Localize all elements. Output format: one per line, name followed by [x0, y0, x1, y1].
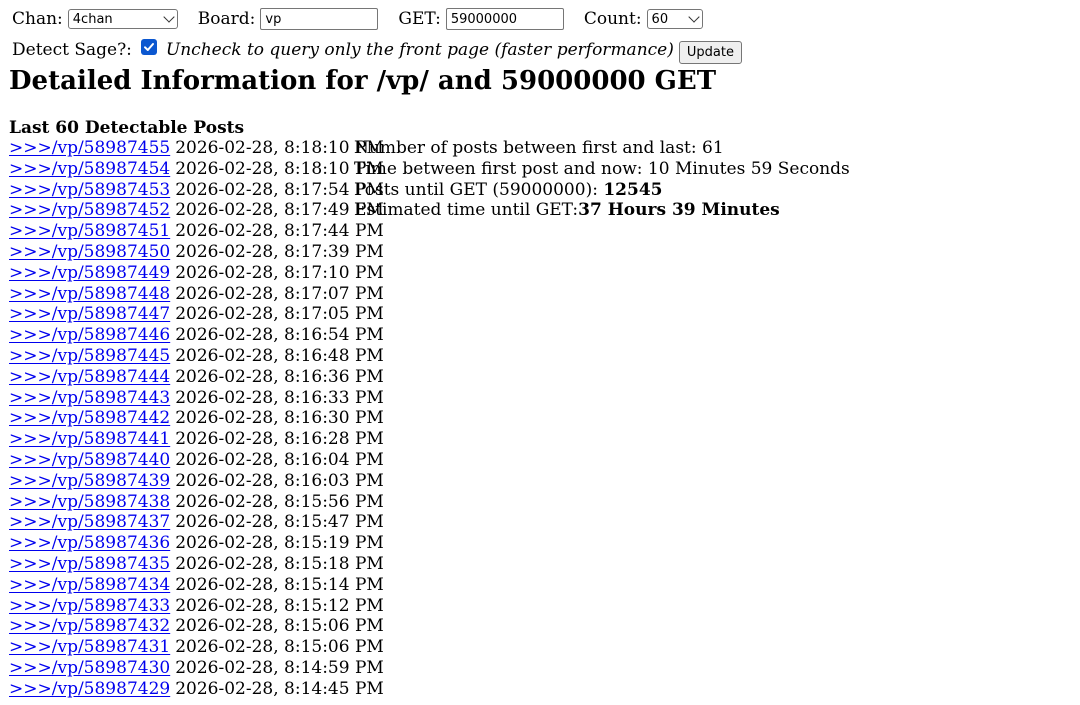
post-timestamp: 2026-02-28, 8:15:06 PM: [175, 616, 384, 637]
post-timestamp: 2026-02-28, 8:17:39 PM: [175, 241, 384, 262]
post-row: [9, 429, 384, 450]
chevron-down-icon: [688, 11, 699, 22]
post-timestamp: 2026-02-28, 8:15:18 PM: [175, 553, 384, 574]
posts-list-heading: Last 60 Detectable Posts: [9, 118, 245, 138]
stats-panel: [354, 138, 850, 221]
detect-sage-hint: Uncheck to query only the front page (faster performance): [165, 40, 674, 60]
post-row: [9, 408, 384, 429]
post-row: [9, 679, 384, 700]
post-row: [9, 512, 384, 533]
post-timestamp: 2026-02-28, 8:15:14 PM: [175, 574, 384, 595]
post-timestamp: 2026-02-28, 8:16:30 PM: [175, 408, 384, 429]
post-timestamp: 2026-02-28, 8:18:10 PM: [175, 138, 384, 158]
board-label: Board:: [197, 9, 256, 29]
post-row: [9, 388, 384, 409]
post-row: [9, 263, 384, 284]
post-link[interactable]: >>>/vp/58987437: [9, 512, 171, 533]
stat-time-since: [354, 159, 850, 180]
query-form-row-1: [12, 7, 703, 31]
post-timestamp: 2026-02-28, 8:17:49 PM: [175, 200, 384, 221]
post-link[interactable]: >>>/vp/58987445: [9, 345, 171, 366]
post-row: [9, 138, 384, 159]
page-title: Detailed Information for /vp/ and 59000000 GET: [9, 66, 717, 96]
post-link[interactable]: >>>/vp/58987429: [9, 678, 171, 699]
post-row: [9, 346, 384, 367]
post-link[interactable]: >>>/vp/58987455: [9, 138, 171, 158]
post-link[interactable]: >>>/vp/58987434: [9, 574, 171, 595]
stat-time-since-label: Time between first post and now:: [354, 158, 643, 179]
post-timestamp: 2026-02-28, 8:17:44 PM: [175, 221, 384, 242]
post-timestamp: 2026-02-28, 8:17:54 PM: [175, 179, 384, 200]
post-timestamp: 2026-02-28, 8:14:59 PM: [175, 657, 384, 678]
post-link[interactable]: >>>/vp/58987435: [9, 553, 171, 574]
post-row: [9, 284, 384, 305]
post-link[interactable]: >>>/vp/58987433: [9, 595, 171, 616]
post-timestamp: 2026-02-28, 8:16:54 PM: [175, 325, 384, 346]
post-row: [9, 596, 384, 617]
post-row: [9, 658, 384, 679]
post-timestamp: 2026-02-28, 8:15:12 PM: [175, 595, 384, 616]
post-row: [9, 533, 384, 554]
post-row: [9, 159, 384, 180]
post-timestamp: 2026-02-28, 8:18:10 PM: [175, 158, 384, 179]
post-row: [9, 616, 384, 637]
count-select[interactable]: [647, 9, 703, 29]
post-row: [9, 492, 384, 513]
post-link[interactable]: >>>/vp/58987432: [9, 616, 171, 637]
post-row: [9, 325, 384, 346]
post-link[interactable]: >>>/vp/58987447: [9, 304, 171, 325]
post-row: [9, 242, 384, 263]
post-link[interactable]: >>>/vp/58987431: [9, 637, 171, 658]
post-link[interactable]: >>>/vp/58987454: [9, 158, 171, 179]
post-link[interactable]: >>>/vp/58987449: [9, 262, 171, 283]
checkmark-icon: [143, 41, 155, 53]
post-row: [9, 450, 384, 471]
post-link[interactable]: >>>/vp/58987453: [9, 179, 171, 200]
post-link[interactable]: >>>/vp/58987430: [9, 657, 171, 678]
chan-label: Chan:: [12, 9, 63, 29]
post-timestamp: 2026-02-28, 8:15:47 PM: [175, 512, 384, 533]
chevron-down-icon: [163, 11, 174, 22]
post-timestamp: 2026-02-28, 8:14:45 PM: [175, 678, 384, 699]
stat-posts-until-value: 12545: [603, 179, 663, 200]
post-timestamp: 2026-02-28, 8:17:07 PM: [175, 283, 384, 304]
post-link[interactable]: >>>/vp/58987450: [9, 241, 171, 262]
chan-select[interactable]: [68, 9, 178, 29]
stat-est-time-label: Estimated time until GET:: [354, 200, 579, 221]
post-timestamp: 2026-02-28, 8:16:03 PM: [175, 470, 384, 491]
post-row: [9, 554, 384, 575]
post-row: [9, 200, 384, 221]
detect-sage-label: Detect Sage?:: [12, 40, 132, 60]
post-link[interactable]: >>>/vp/58987451: [9, 221, 171, 242]
post-link[interactable]: >>>/vp/58987452: [9, 200, 171, 221]
stat-posts-between-label: Number of posts between first and last:: [354, 138, 697, 158]
stat-posts-between-value: 61: [702, 138, 724, 158]
post-row: [9, 180, 384, 201]
post-row: [9, 367, 384, 388]
post-row: [9, 637, 384, 658]
query-form-row-2: [12, 38, 742, 62]
stat-posts-between: [354, 138, 850, 159]
stat-est-time: [354, 200, 850, 221]
count-label: Count:: [583, 9, 642, 29]
post-timestamp: 2026-02-28, 8:15:19 PM: [175, 533, 384, 554]
stat-time-since-value: 10 Minutes 59 Seconds: [647, 158, 850, 179]
post-link[interactable]: >>>/vp/58987448: [9, 283, 171, 304]
post-row: [9, 471, 384, 492]
post-timestamp: 2026-02-28, 8:16:36 PM: [175, 366, 384, 387]
post-timestamp: 2026-02-28, 8:16:28 PM: [175, 429, 384, 450]
count-select-value: 60: [651, 11, 669, 27]
post-link[interactable]: >>>/vp/58987439: [9, 470, 171, 491]
posts-list: [9, 138, 384, 700]
post-link[interactable]: >>>/vp/58987442: [9, 408, 171, 429]
stat-posts-until-label: Posts until GET (59000000):: [354, 179, 598, 200]
post-timestamp: 2026-02-28, 8:16:33 PM: [175, 387, 384, 408]
get-label: GET:: [398, 9, 441, 29]
post-row: [9, 575, 384, 596]
post-timestamp: 2026-02-28, 8:15:56 PM: [175, 491, 384, 512]
post-link[interactable]: >>>/vp/58987436: [9, 533, 171, 554]
stat-est-time-value: 37 Hours 39 Minutes: [578, 200, 780, 221]
update-button[interactable]: Update: [679, 41, 742, 64]
post-link[interactable]: >>>/vp/58987443: [9, 387, 171, 408]
stat-posts-until: [354, 180, 850, 201]
post-link[interactable]: >>>/vp/58987444: [9, 366, 171, 387]
post-timestamp: 2026-02-28, 8:15:06 PM: [175, 637, 384, 658]
post-link[interactable]: >>>/vp/58987446: [9, 325, 171, 346]
post-timestamp: 2026-02-28, 8:17:10 PM: [175, 262, 384, 283]
chan-select-value: 4chan: [72, 11, 113, 27]
post-link[interactable]: >>>/vp/58987438: [9, 491, 171, 512]
get-input[interactable]: [446, 8, 564, 30]
post-timestamp: 2026-02-28, 8:16:04 PM: [175, 449, 384, 470]
post-link[interactable]: >>>/vp/58987440: [9, 449, 171, 470]
post-timestamp: 2026-02-28, 8:17:05 PM: [175, 304, 384, 325]
post-timestamp: 2026-02-28, 8:16:48 PM: [175, 345, 384, 366]
post-link[interactable]: >>>/vp/58987441: [9, 429, 171, 450]
post-row: [9, 304, 384, 325]
detect-sage-checkbox[interactable]: [141, 39, 157, 55]
post-row: [9, 221, 384, 242]
board-input[interactable]: [260, 8, 378, 30]
